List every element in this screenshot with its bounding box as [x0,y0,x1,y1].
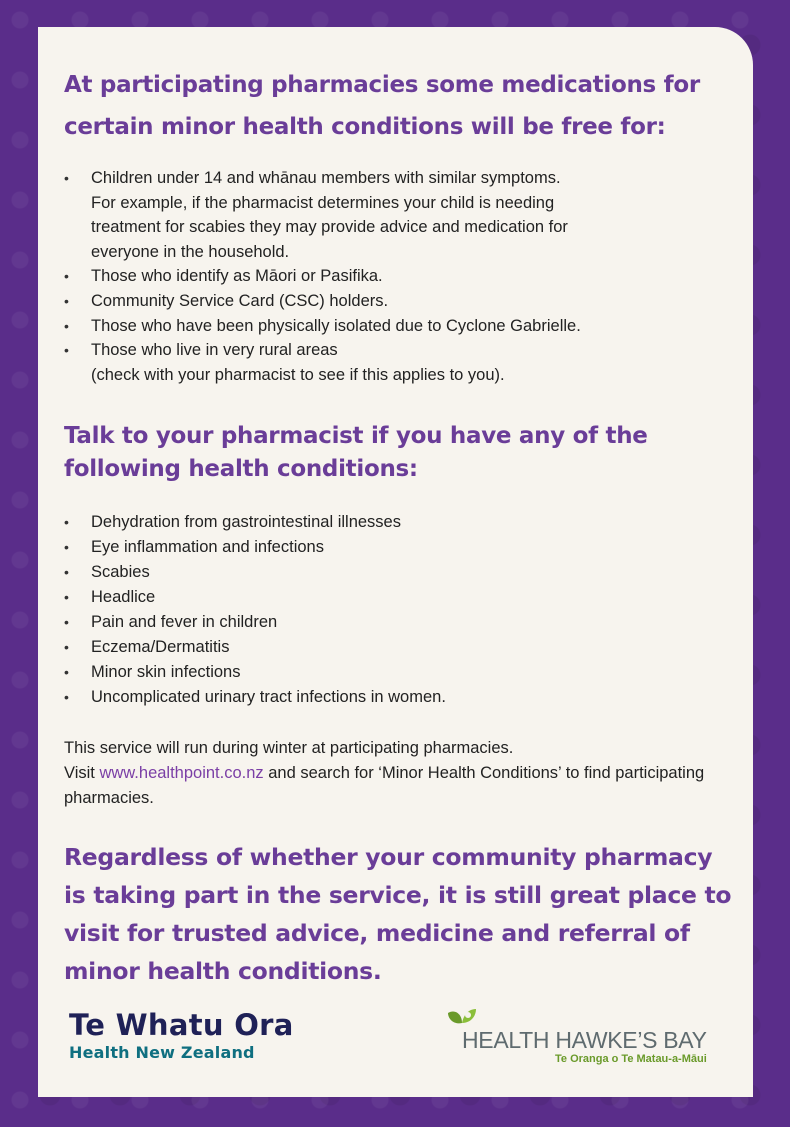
visit-text: Visit [64,764,100,782]
eligibility-item [64,338,724,387]
condition-item: • Scabies [64,560,724,585]
condition-item: • Headlice [64,585,724,610]
search-text: and search for ‘Minor Health Conditions’ to find participating pharmacies. [64,764,705,807]
condition-item: • Pain and fever in children [64,610,724,635]
conditions-list [64,510,724,710]
eligibility-item [64,166,724,264]
hhb-subtitle: Te Oranga o Te Matau-a-Māui [555,1053,707,1065]
eligibility-list [64,166,724,387]
eligibility-line: everyone in the household. [91,242,290,261]
eligibility-item [64,264,724,289]
condition-item: • Dehydration from gastrointestinal illnesses [64,510,724,535]
conditions-heading: Talk to your pharmacist if you have any of the following health conditions: [64,423,648,482]
free-medications-heading: At participating pharmacies some medications for certain minor health conditions will be free for: [64,72,700,140]
closing-statement: Regardless of whether your community pharmacy is taking part in the service, it is still great place to visit for trusted advice, medicine and referral of minor health conditions. [64,843,732,985]
condition-item: • Eye inflammation and infections [64,535,724,560]
eligibility-line: • Community Service Card (CSC) holders. [91,291,389,310]
te-whatu-ora-name: Te Whatu Ora [69,1008,294,1042]
eligibility-line: (check with your pharmacist to see if this applies to you). [91,365,505,384]
eligibility-line: • Those who identify as Māori or Pasifika. [91,267,383,286]
service-info [64,736,744,811]
condition-item: • Minor skin infections [64,660,724,685]
eligibility-line: • Children under 14 and whānau members with similar symptoms. [91,169,561,187]
te-whatu-ora-logo [69,1008,294,1064]
health-nz-subtitle: Health New Zealand [69,1043,255,1062]
service-line: This service will run during winter at participating pharmacies. [64,739,514,757]
eligibility-item [64,314,724,339]
hhb-name: HEALTH HAWKE’S BAY [462,1027,707,1053]
condition-item: • Uncomplicated urinary tract infections in women. [64,685,724,710]
eligibility-line: For example, if the pharmacist determines your child is needing [91,193,555,212]
eligibility-line: • Those who live in very rural areas [91,341,338,360]
healthpoint-link[interactable]: www.healthpoint.co.nz [99,764,264,782]
eligibility-line: • Those who have been physically isolated due to Cyclone Gabrielle. [91,316,581,335]
health-hawkes-bay-logo [444,1005,724,1067]
eligibility-item [64,289,724,314]
eligibility-line: treatment for scabies they may provide advice and medication for [91,218,568,237]
condition-item: • Eczema/Dermatitis [64,635,724,660]
